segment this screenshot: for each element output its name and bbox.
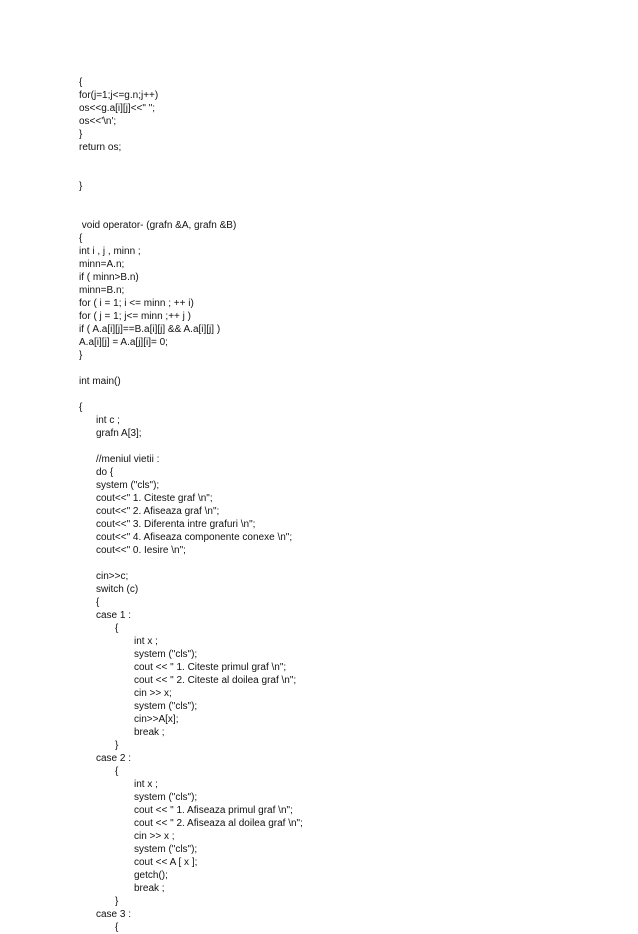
blank-line xyxy=(79,388,599,401)
code-line: cout<<" 1. Citeste graf \n"; xyxy=(96,493,213,504)
code-line: int x ; xyxy=(134,779,158,790)
code-line: cin>>c; xyxy=(96,571,129,582)
code-line: for ( i = 1; i <= minn ; ++ i) xyxy=(79,298,194,309)
code-line: int x ; xyxy=(134,636,158,647)
code-line: { xyxy=(115,922,119,933)
code-line: cout<<" 3. Diferenta intre grafuri \n"; xyxy=(96,519,256,530)
code-line: } xyxy=(79,181,83,192)
code-line: case 3 : xyxy=(96,909,132,920)
code-line: break ; xyxy=(134,883,165,894)
code-line: int i , j , minn ; xyxy=(79,246,141,257)
code-line: void operator- (grafn &A, grafn &B) xyxy=(79,220,237,231)
code-line: cout<<" 0. Iesire \n"; xyxy=(96,545,186,556)
code-line: cout << " 1. Citeste primul graf \n"; xyxy=(134,662,287,673)
code-line: { xyxy=(96,597,100,608)
code-line: int c ; xyxy=(96,415,120,426)
code-line: cin>>A[x]; xyxy=(134,714,179,725)
blank-line xyxy=(79,362,599,375)
blank-line xyxy=(79,167,599,180)
code-line: system ("cls"); xyxy=(134,844,198,855)
code-line: } xyxy=(115,740,119,751)
code-line: } xyxy=(115,896,119,907)
code-line: system ("cls"); xyxy=(134,701,198,712)
code-line: { xyxy=(115,623,119,634)
code-line: A.a[i][j] = A.a[j][i]= 0; xyxy=(79,337,168,348)
blank-line xyxy=(79,206,599,219)
code-line: os<<g.a[i][j]<<" "; xyxy=(79,103,156,114)
code-line: } xyxy=(79,350,83,361)
code-line: for ( j = 1; j<= minn ;++ j ) xyxy=(79,311,191,322)
code-line: } xyxy=(79,129,83,140)
blank-line xyxy=(79,557,599,570)
code-line: cout << A [ x ]; xyxy=(134,857,198,868)
code-line: getch(); xyxy=(134,870,168,881)
code-line: break ; xyxy=(134,727,165,738)
code-line: cout<<" 4. Afiseaza componente conexe \n"; xyxy=(96,532,293,543)
code-line: switch (c) xyxy=(96,584,139,595)
code-line: cout<<" 2. Afiseaza graf \n"; xyxy=(96,506,220,517)
code-line: system ("cls"); xyxy=(134,649,198,660)
blank-line xyxy=(79,440,599,453)
code-line: { xyxy=(79,77,83,88)
code-line: cout << " 2. Afiseaza al doilea graf \n"; xyxy=(134,818,303,829)
code-line: case 2 : xyxy=(96,753,132,764)
code-line: case 1 : xyxy=(96,610,132,621)
code-line: cin >> x ; xyxy=(134,831,175,842)
code-line: system ("cls"); xyxy=(134,792,198,803)
blank-line xyxy=(79,154,599,167)
code-line: { xyxy=(115,766,119,777)
code-line: cin >> x; xyxy=(134,688,172,699)
code-line: { xyxy=(79,233,83,244)
code-line: return os; xyxy=(79,142,122,153)
blank-line xyxy=(79,193,599,206)
code-line: minn=A.n; xyxy=(79,259,125,270)
code-line: if ( minn>B.n) xyxy=(79,272,139,283)
code-line: cout << " 1. Afiseaza primul graf \n"; xyxy=(134,805,293,816)
code-line: system ("cls"); xyxy=(96,480,160,491)
code-line: do { xyxy=(96,467,114,478)
code-line: if ( A.a[i][j]==B.a[i][j] && A.a[i][j] ) xyxy=(79,324,221,335)
code-line: int main() xyxy=(79,376,121,387)
code-line: grafn A[3]; xyxy=(96,428,142,439)
code-line: os<<'\n'; xyxy=(79,116,117,127)
code-line: for(j=1;j<=g.n;j++) xyxy=(79,90,159,101)
code-listing xyxy=(79,76,599,934)
code-line: //meniul vietii : xyxy=(96,454,160,465)
code-line: cout << " 2. Citeste al doilea graf \n"; xyxy=(134,675,297,686)
code-line: { xyxy=(79,402,83,413)
code-line: minn=B.n; xyxy=(79,285,125,296)
